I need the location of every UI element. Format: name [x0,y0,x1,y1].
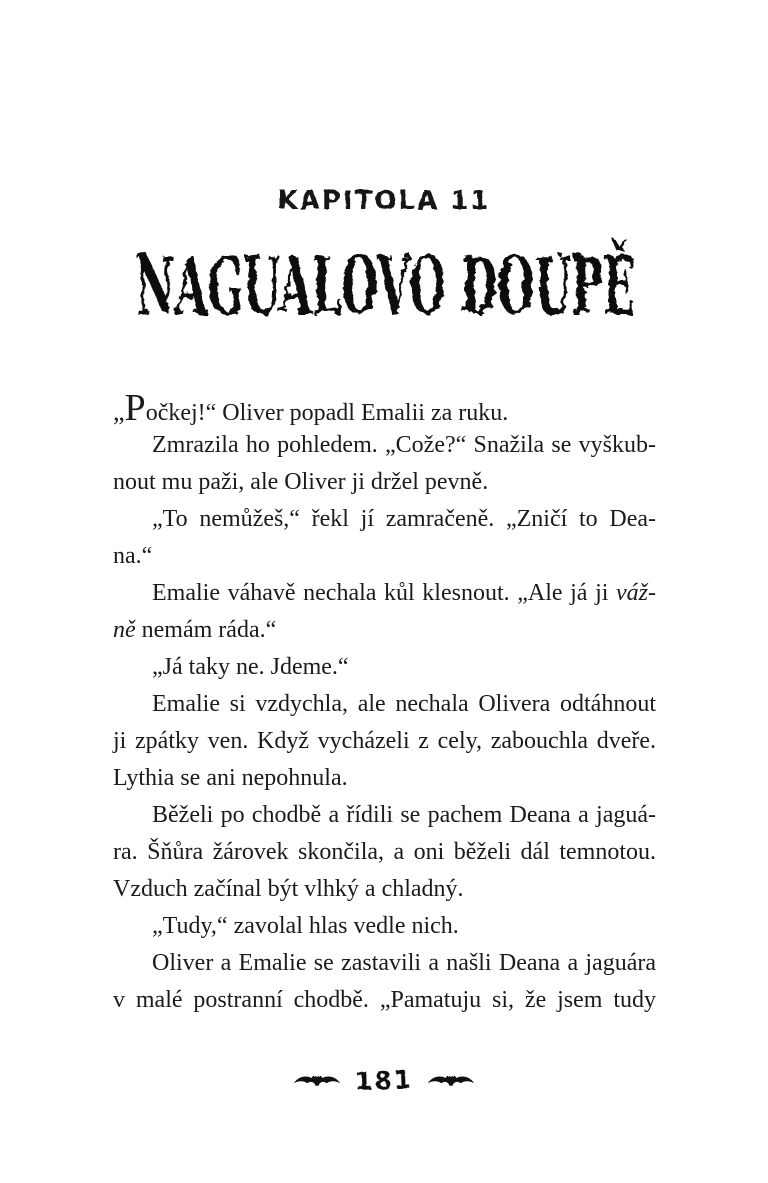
text-segment: „To nemůžeš,“ řekl jí zamračeně. „Zničí to Dea- [152,506,656,532]
text-line [113,612,656,649]
text-line [113,649,656,686]
page-footer [0,1066,768,1095]
text-segment: Běželi po chodbě a řídili se pachem Deana a jaguá- [152,802,656,828]
bat-icon [427,1070,475,1092]
text-line [113,464,656,501]
text-segment: očkej!“ Oliver popadl Emalii za ruku. [145,400,509,426]
text-segment: ji zpátky ven. Když vycházeli z cely, zabouchla dveře. [113,728,656,754]
chapter-title: NAGUALOVO DOUPĚ [134,238,634,332]
bat-icon [293,1070,341,1092]
text-line [113,387,656,429]
text-segment: ně [113,617,136,643]
text-segment: „Já taky ne. Jdeme.“ [152,654,349,680]
text-line [113,723,656,760]
text-line [113,908,656,945]
text-segment: váž- [616,580,656,606]
text-segment: „ [113,397,125,426]
drop-cap: P [124,387,146,429]
body-text [113,387,656,1019]
text-segment: nout mu paži, ale Oliver ji držel pevně. [113,469,489,495]
text-segment: Emalie váhavě nechala kůl klesnout. „Ale já ji [152,580,617,606]
chapter-label: KAPITOLA 11 [277,186,491,216]
chapter-title-wrap [0,238,768,368]
text-line [113,797,656,834]
page-number: 181 [354,1064,414,1097]
text-line [113,945,656,982]
text-segment: Oliver a Emalie se zastavili a našli Deana a jaguára [152,950,656,976]
text-segment: na.“ [113,543,153,569]
text-line [113,834,656,871]
text-segment: nemám ráda.“ [135,617,277,643]
text-line [113,427,656,464]
text-line [113,686,656,723]
text-segment: Emalie si vzdychla, ale nechala Olivera odtáhnout [152,691,656,717]
text-segment: Vzduch začínal být vlhký a chladný. [113,876,464,902]
text-line [113,501,656,538]
text-line [113,538,656,575]
text-segment: v malé postranní chodbě. „Pamatuju si, že jsem tudy [113,987,656,1013]
text-segment: Lythia se ani nepohnula. [113,765,348,791]
text-line [113,982,656,1019]
text-segment: „Tudy,“ zavolal hlas vedle nich. [152,913,459,939]
text-segment: Zmrazila ho pohledem. „Cože?“ Snažila se vyškub- [152,432,656,458]
text-line [113,575,656,612]
text-line [113,871,656,908]
text-line [113,760,656,797]
text-segment: ra. Šňůra žárovek skončila, a oni běželi dál temnotou. [113,839,656,865]
